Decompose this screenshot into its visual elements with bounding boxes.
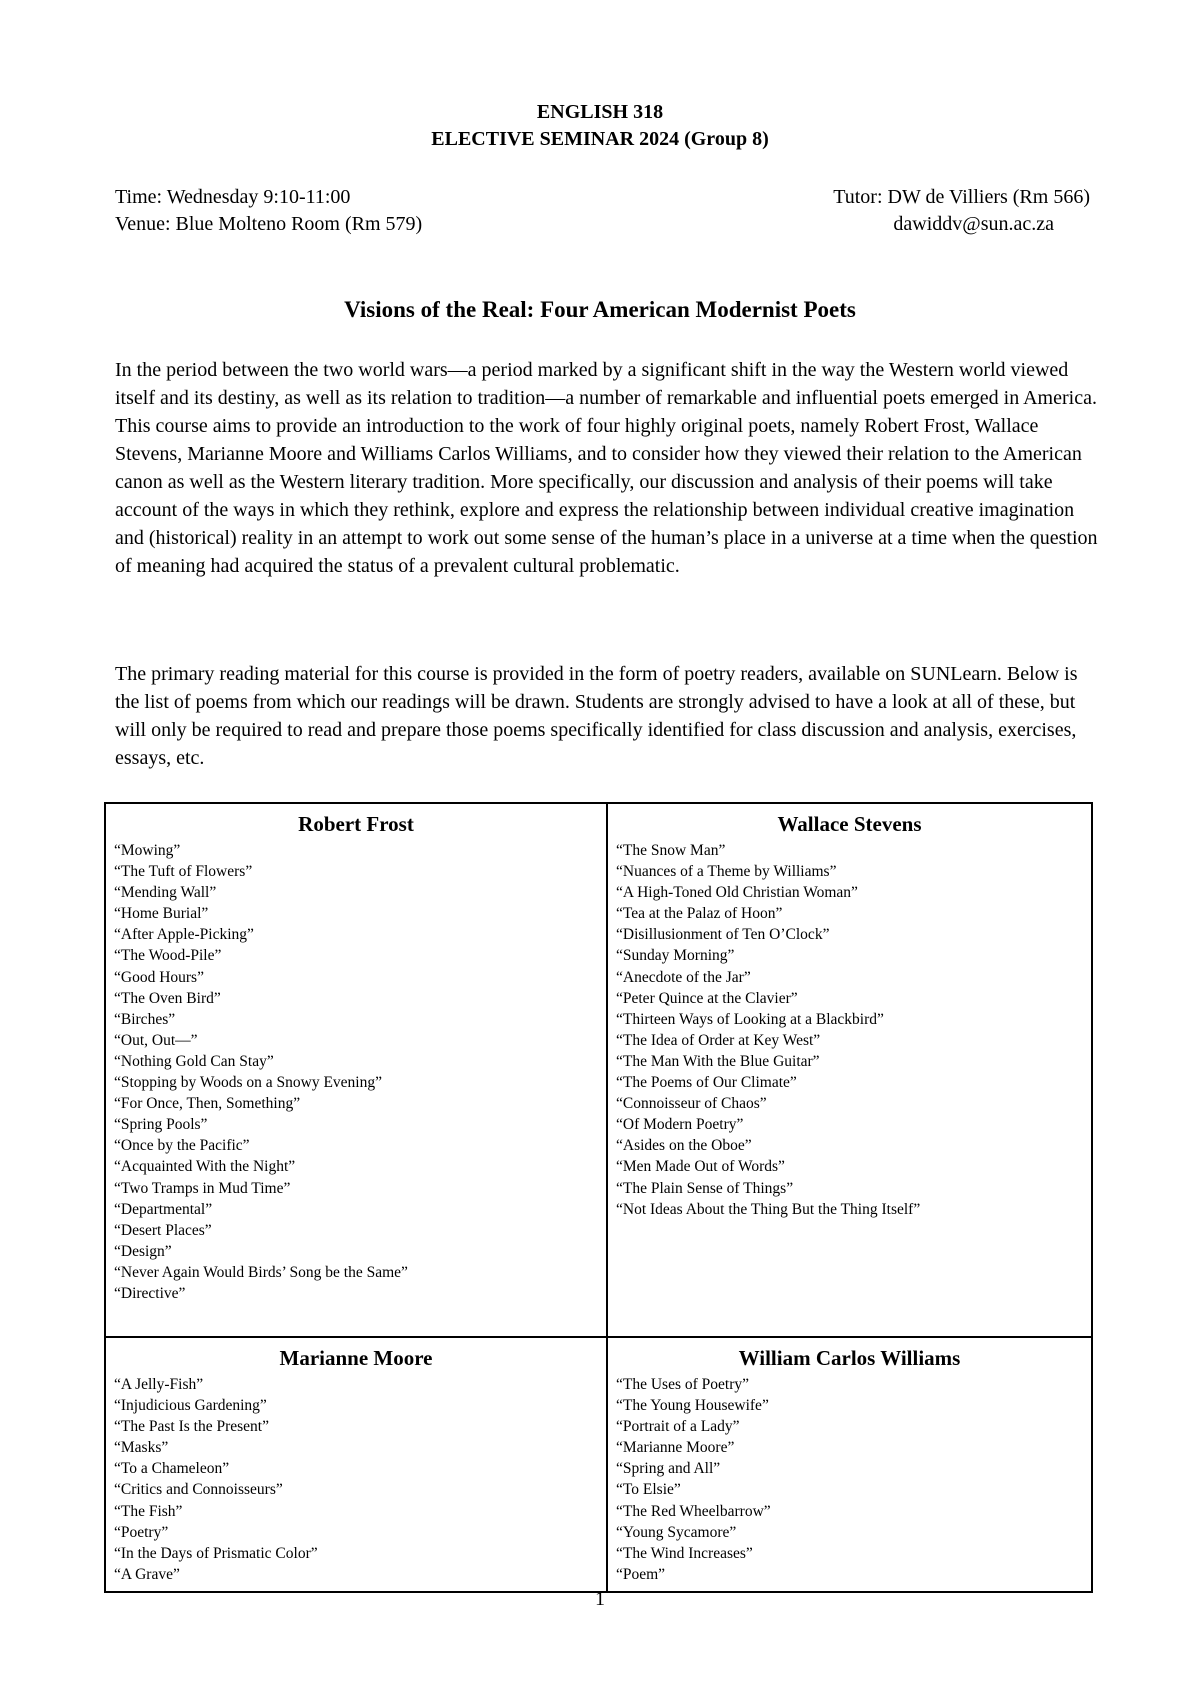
poem-title: “The Wood-Pile” <box>114 947 222 965</box>
poem-title: “The Young Housewife” <box>616 1397 769 1415</box>
poem-title: “Disillusionment of Ten O’Clock” <box>616 926 830 944</box>
poem-title: “Mowing” <box>114 842 181 859</box>
poem-title: “The Oven Bird” <box>114 989 221 1007</box>
class-venue: Venue: Blue Molteno Room (Rm 579) <box>115 213 423 235</box>
poem-list <box>616 840 1083 1220</box>
tutor-email[interactable]: dawiddv@sun.ac.za <box>893 213 1054 235</box>
tutor-name: Tutor: DW de Villiers (Rm 566) <box>833 186 1090 208</box>
poet-name: Robert Frost <box>298 812 414 836</box>
poem-title: “Of Modern Poetry” <box>616 1116 744 1134</box>
poem-title: “Tea at the Palaz of Hoon” <box>616 905 783 923</box>
poet-name: Wallace Stevens <box>777 812 922 836</box>
poem-title: “Marianne Moore” <box>616 1439 735 1457</box>
poem-title: “Asides on the Oboe” <box>616 1137 752 1155</box>
poem-list <box>616 1374 1083 1585</box>
poem-title: “Once by the Pacific” <box>114 1137 250 1155</box>
poem-title: “The Snow Man” <box>616 842 726 859</box>
poem-title: “Critics and Connoisseurs” <box>114 1481 283 1499</box>
poem-list <box>114 840 598 1304</box>
poet-cell-moore <box>105 1337 607 1592</box>
poem-title: “The Poems of Our Climate” <box>616 1074 797 1092</box>
poem-table-row <box>105 1337 1092 1592</box>
poem-table-row <box>105 803 1092 1337</box>
poem-title: “Not Ideas About the Thing But the Thing Itself” <box>616 1200 921 1218</box>
poem-title: “The Fish” <box>114 1502 183 1520</box>
poem-title: “Poem” <box>616 1565 666 1583</box>
poem-title: “Two Tramps in Mud Time” <box>114 1179 291 1197</box>
poem-list <box>114 1374 598 1585</box>
poem-title: “The Uses of Poetry” <box>616 1376 749 1393</box>
class-time: Time: Wednesday 9:10-11:00 <box>115 186 351 208</box>
poem-title: “Home Burial” <box>114 905 209 923</box>
poem-title: “The Wind Increases” <box>616 1544 753 1562</box>
poem-title: “Directive” <box>114 1284 186 1302</box>
poem-title: “In the Days of Prismatic Color” <box>114 1544 318 1562</box>
poem-title: “Spring Pools” <box>114 1116 208 1134</box>
poem-title: “A High-Toned Old Christian Woman” <box>616 884 858 902</box>
poem-title: “A Jelly-Fish” <box>114 1376 204 1393</box>
poem-table <box>104 802 1093 1593</box>
poem-title: “Acquainted With the Night” <box>114 1158 296 1176</box>
poem-title: “Connoisseur of Chaos” <box>616 1095 767 1113</box>
poem-title: “Out, Out—” <box>114 1031 198 1049</box>
poem-title: “Design” <box>114 1242 172 1260</box>
poem-title: “Stopping by Woods on a Snowy Evening” <box>114 1074 382 1092</box>
poem-title: “After Apple-Picking” <box>114 926 254 944</box>
course-title: Visions of the Real: Four American Modernist Poets <box>344 297 856 322</box>
poem-title: “Men Made Out of Words” <box>616 1158 785 1176</box>
poem-title: “The Idea of Order at Key West” <box>616 1031 821 1049</box>
reading-material-paragraph: The primary reading material for this course is provided in the form of poetry readers, available on SUNLearn. Below is the list of poems from which our readings will be drawn. Students are strongly advised to have a look at all of these, but will only be required to read and prepare those poems specifically identified for class discussion and analysis, exercises, essays, etc. <box>115 663 1078 769</box>
poet-cell-williams <box>607 1337 1092 1592</box>
poem-title: “Injudicious Gardening” <box>114 1397 267 1415</box>
poem-title: “Mending Wall” <box>114 884 217 902</box>
poem-title: “Nothing Gold Can Stay” <box>114 1052 274 1070</box>
poem-title: “Desert Places” <box>114 1221 212 1239</box>
poet-cell-stevens <box>607 803 1092 1337</box>
poem-title: “Sunday Morning” <box>616 947 735 965</box>
poem-title: “Never Again Would Birds’ Song be the Same” <box>114 1263 408 1281</box>
poem-title: “Anecdote of the Jar” <box>616 968 751 986</box>
poem-title: “The Tuft of Flowers” <box>114 863 253 881</box>
poet-cell-frost <box>105 803 607 1337</box>
poem-title: “Nuances of a Theme by Williams” <box>616 863 837 881</box>
poem-title: “Thirteen Ways of Looking at a Blackbird” <box>616 1010 884 1028</box>
poem-title: “To Elsie” <box>616 1481 681 1499</box>
poem-title: “Portrait of a Lady” <box>616 1418 740 1436</box>
poem-title: “Peter Quince at the Clavier” <box>616 989 798 1007</box>
poem-title: “The Plain Sense of Things” <box>616 1179 794 1197</box>
poem-title: “Good Hours” <box>114 968 204 986</box>
poem-title: “Masks” <box>114 1439 169 1457</box>
poem-title: “For Once, Then, Something” <box>114 1095 301 1113</box>
page-number: 1 <box>595 1588 605 1610</box>
poem-title: “The Red Wheelbarrow” <box>616 1502 771 1520</box>
poem-title: “A Grave” <box>114 1565 180 1583</box>
poem-title: “To a Chameleon” <box>114 1460 230 1478</box>
poem-title: “The Man With the Blue Guitar” <box>616 1052 820 1070</box>
poem-title: “Birches” <box>114 1010 176 1028</box>
poet-name: William Carlos Williams <box>738 1346 961 1370</box>
poem-title: “Spring and All” <box>616 1460 721 1478</box>
intro-paragraph: In the period between the two world wars—a period marked by a significant shift in the way the Western world viewed itself and its destiny, as well as its relation to tradition—a number of remarkable and influential poets emerged in America. This course aims to provide an introduction to the work of four highly original poets, namely Robert Frost, Wallace Stevens, Marianne Moore and Williams Carlos Williams, and to consider how they viewed their relation to the American canon as well as the Western literary tradition. More specifically, our discussion and analysis of their poems will take account of the ways in which they rethink, explore and express the relationship between individual creative imagination and (historical) reality in an attempt to work out some sense of the human’s place in a universe at a time when the question of meaning had acquired the status of a prevalent cultural problematic. <box>115 359 1098 577</box>
poem-title: “Poetry” <box>114 1523 169 1541</box>
poem-title: “The Past Is the Present” <box>114 1418 269 1436</box>
poem-title: “Departmental” <box>114 1200 213 1218</box>
course-code: ENGLISH 318 <box>536 101 664 123</box>
poet-name: Marianne Moore <box>279 1346 433 1370</box>
seminar-title: ELECTIVE SEMINAR 2024 (Group 8) <box>431 128 769 150</box>
poem-title: “Young Sycamore” <box>616 1523 737 1541</box>
